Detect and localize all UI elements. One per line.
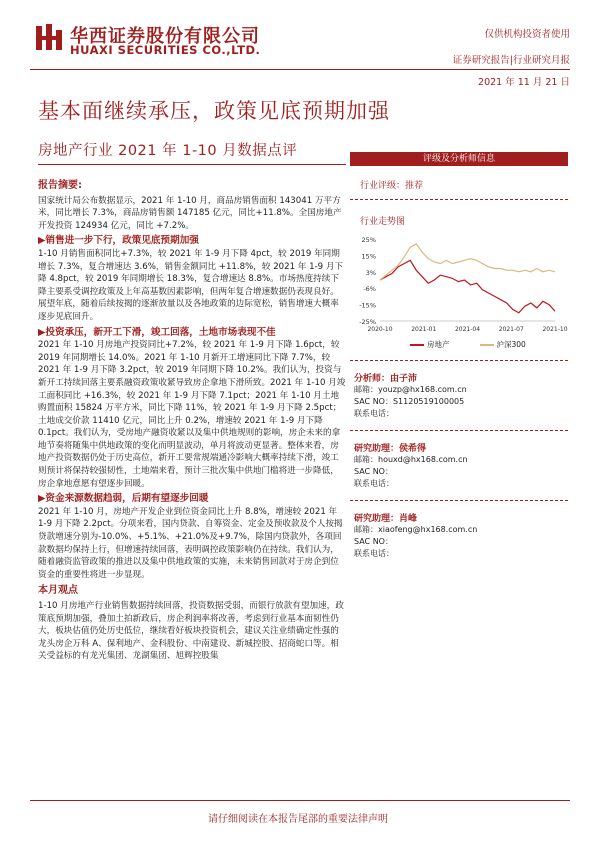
section-head-sales: ▶销售进一步下行，政策见底预期加强 [38, 235, 199, 247]
rating-band: 评级及分析师信息 [350, 152, 568, 166]
analyst-email[interactable]: 邮箱：youzp@hx168.com.cn [354, 385, 467, 394]
analyst-role: 研究助理：侯希得 [354, 444, 427, 454]
x-tick-label: 2021-07 [498, 326, 524, 333]
legend-item-hs300 [480, 339, 526, 350]
y-tick-label: -6% [363, 285, 376, 294]
analyst-block [350, 361, 568, 431]
y-tick-label: 3% [365, 268, 376, 277]
section-body-sales: 1-10 月销售面积同比+7.3%，较 2021 年 1-9 月下降 4pct，较 2019 年同期增长 7.3%，复合增速达 3.6%，销售金额同比 +11.8%，较 2021 年 1-9 月下降 4.8pct，较 2019 年同期增长 18.3%，复合增速达 8.8%。市场热度持续下降主要系受调控政策及上年高基数因素影响，但两年复合增速数据仍表现良好。展望年底，随着后续按揭的逐渐放量以及各地政策的边际宽松，销售增速大概率逐步见底回升。 [38, 248, 344, 322]
summary-heading: 报告摘要: [38, 180, 82, 191]
legend-label: 沪深300 [496, 340, 526, 349]
brand-name-cn: 华西证券股份有限公司 [70, 26, 260, 47]
view-heading: 本月观点 [38, 585, 78, 597]
analyst-phone: 联系电话： [354, 409, 394, 418]
y-tick-label: 15% [361, 252, 376, 261]
footer-rule [30, 800, 570, 801]
summary-intro: 国家统计局公布数据显示，2021 年 1-10 月，商品房销售面积 143041 万平方米，同比增长 7.3%，商品房销售额 147185 亿元，同比+11.8%。全国房地产开发投资 124934 亿元，同比 +7.2%。 [38, 195, 342, 231]
analyst-role: 分析师：由子沛 [354, 374, 418, 384]
x-tick-label: 2021-10 [542, 326, 568, 333]
header-rule [30, 69, 570, 70]
legend-label: 房地产 [427, 340, 450, 349]
analyst-email[interactable]: 邮箱：xiaofeng@hx168.com.cn [354, 525, 478, 534]
company-logo-icon [34, 22, 64, 52]
divider [350, 199, 568, 200]
brand-name-en: HUAXI SECURITIES CO.,LTD. [70, 43, 261, 57]
analyst-sac: SAC NO： [354, 537, 393, 546]
y-tick-label: -25% [359, 318, 376, 326]
y-tick-label: 25% [361, 236, 376, 244]
analyst-block [350, 501, 568, 570]
analyst-panel [350, 152, 568, 570]
report-date: 2021 年 11 月 21 日 [478, 77, 570, 88]
series-line-0 [380, 260, 555, 313]
section-body-funding: 2021 年 1-10 月，房地产开发企业到位资金同比上升 8.8%，增速较 2021 年 1-9 月下降 2.2pct。分项来看，国内贷款、自筹资金、定金及预收款及个人按揭贷款增速分别为-10.0%、+5.1%、+21.0%及+9.7%，除国内贷款外，各项回款数据均保持上行，但增速持续回落，表明调控政策影响仍在持续。我们认为，随着融资监管政策的推进以及集中供地政策的实施，未来销售回款对于房企到位资金的重要性将进一步显现。 [38, 506, 343, 580]
analyst-sac: SAC NO： [354, 467, 393, 476]
subtitle-rule [38, 164, 346, 165]
legal-disclaimer-link[interactable]: 请仔细阅读在本报告尾部的重要法律声明 [208, 814, 388, 825]
analyst-role: 研究助理：肖峰 [354, 514, 418, 524]
x-tick-label: 2021-04 [454, 326, 481, 333]
x-tick-label: 2020-10 [367, 326, 393, 333]
page-subtitle: 房地产行业 2021 年 1-10 月数据点评 [38, 143, 298, 159]
section-head-investment: ▶投资承压，新开工下滑，竣工回落，土地市场表现不佳 [38, 326, 276, 338]
analyst-phone: 联系电话： [354, 479, 394, 488]
analyst-sac: SAC NO：S1120519100005 [354, 397, 465, 406]
industry-rating: 行业评级：推荐 [360, 181, 424, 191]
analyst-list [350, 361, 568, 570]
section-head-funding: ▶资金来源数据趋弱，后期有望逐步回暖 [38, 493, 209, 505]
summary-column [38, 180, 346, 663]
view-body: 1-10 月房地产行业销售数据持续回落，投资数据受弱，而银行放款有望加速，政策底预期加强，叠加土拍新政后，房企利润率将改善，考虑到行业基本面韧性仍大，板块估值仍处历史低位，继续看好板块投资机会，建议关注业绩确定性强的龙头房企万科 A、保利地产、金科股份、中南建设、新城控股、招商蛇口等。相关受益标的有龙光集团、龙湖集团、旭辉控股集 [38, 601, 344, 662]
section-body-investment: 2021 年 1-10 月房地产投资同比+7.2%，较 2021 年 1-9 月下降 1.6pct，较 2019 年同期增长 14.0%。2021 年 1-10 月新开工增速同比下降 7.7%，较 2021 年 1-9 月下降 3.2pct，较 2019 年同期下降 10.2%。我们认为，投资与新开工持续回落主要系融资政策收紧导致房企拿地下滑所致。2021 年 1-10 月竣工面积同比 +16.3%，较 2021 年 1-9 月下降 7.1pct；2021 年 1-10 月土地购置面积 15824 万平方米，同比下降 11%，较 2021 年 1-9 月下降 2.5pct；土地成交价款 11410 亿元，同比上升 0.2%，增速较 2021 年 1-9 月下降 0.1pct。我们认为，受房地产融资收紧以及集中供地规则的影响，房企未来的拿地节奏将随集中供地政策的变化而明显波动，单月将波动更显著。整体来看，房地产投资数据仍处于历史高位，新开工要常规端通冷影响大概率持续下滑，竣工则预计将保持较强韧性，土地端来看，预计三批次集中供地门槛将进一步降低，房企拿地意愿有望逐步回暖。 [38, 340, 346, 489]
page-title: 基本面继续承压，政策见底预期加强 [38, 99, 390, 123]
analyst-block [350, 431, 568, 501]
chart-legend [410, 339, 568, 350]
report-category: 证券研究报告|行业研究月报 [452, 55, 570, 66]
analyst-email[interactable]: 邮箱：houxd@hx168.com.cn [354, 455, 468, 464]
analyst-phone: 联系电话： [354, 549, 394, 558]
industry-trend-chart [350, 231, 568, 341]
y-tick-label: -15% [359, 301, 376, 310]
legend-item-realestate [410, 339, 450, 350]
restriction-note: 仅供机构投资者使用 [484, 29, 570, 40]
trend-label: 行业走势图 [360, 217, 406, 227]
x-tick-label: 2021-01 [411, 326, 437, 333]
